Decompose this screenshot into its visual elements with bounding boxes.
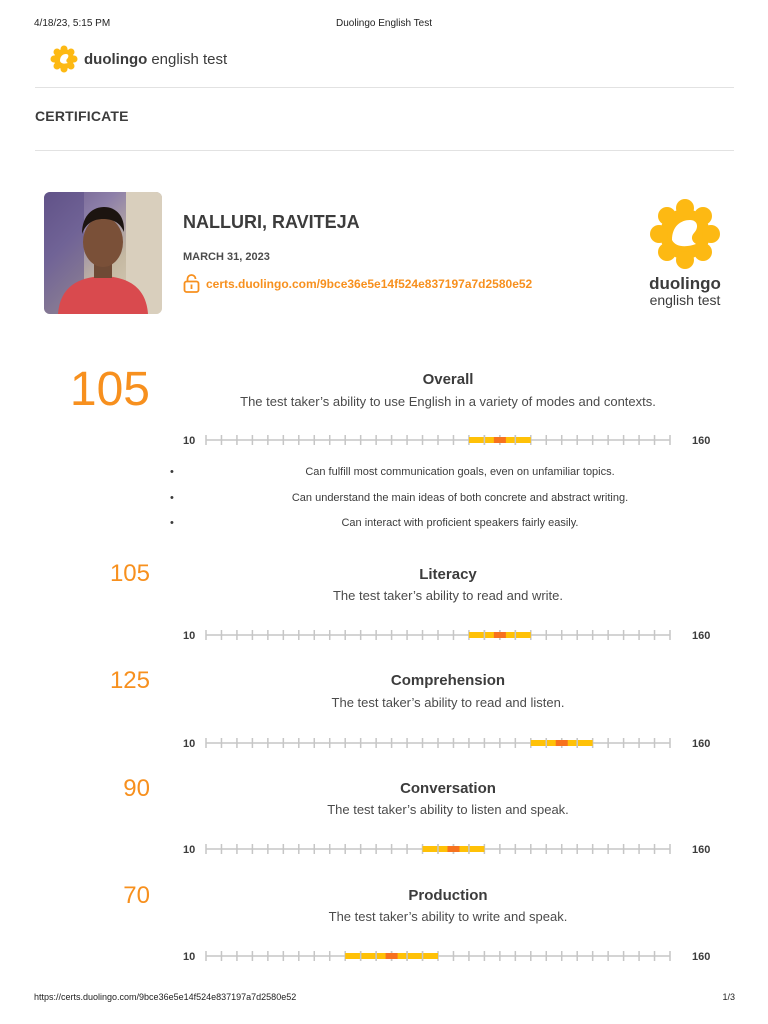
conversation-scale-max-label: 160 (692, 844, 711, 856)
comprehension-title: Comprehension (390, 672, 506, 689)
literacy-scale (180, 625, 725, 645)
literacy-scale-min-label: 10 (183, 630, 196, 642)
certificate-url[interactable]: certs.duolingo.com/9bce36e5e14f524e837197a7d2580e52 (206, 276, 533, 291)
badge-line-2: english test (649, 292, 721, 308)
duolingo-owl-icon (650, 198, 720, 270)
descriptor-item: • Can fulfill most communication goals, even on unfamiliar topics. (170, 466, 750, 492)
overall-score: 105 (69, 363, 150, 416)
avatar (44, 192, 162, 314)
print-url[interactable]: https://certs.duolingo.com/9bce36e5e14f524e837197a7d2580e52 (34, 992, 297, 1002)
conversation-scale-min-label: 10 (183, 844, 196, 856)
divider (35, 87, 734, 88)
conversation-title: Conversation (400, 780, 496, 797)
overall-descriptors (170, 466, 750, 543)
header-logo[interactable] (50, 45, 227, 73)
production-scale (180, 946, 725, 966)
overall-score-marker (494, 437, 506, 443)
duolingo-owl-icon (50, 45, 78, 73)
duolingo-badge (640, 198, 730, 308)
divider (35, 150, 734, 151)
overall-scale-min-label: 10 (183, 435, 196, 447)
literacy-score: 105 (109, 560, 150, 587)
literacy-description: The test taker’s ability to read and write. (332, 588, 564, 603)
logo-wordmark-light: english test (151, 50, 228, 68)
production-description: The test taker’s ability to write and speak. (328, 909, 568, 924)
conversation-scale (180, 839, 725, 859)
overall-title: Overall (422, 371, 474, 388)
print-datetime: 4/18/23, 5:15 PM (34, 18, 111, 29)
descriptor-item: • Can interact with proficient speakers fairly easily. (170, 517, 750, 543)
overall-scale (180, 430, 725, 450)
production-scale-min-label: 10 (183, 951, 196, 963)
lock-icon (183, 274, 200, 293)
overall-scale-max-label: 160 (692, 435, 711, 447)
comprehension-scale-max-label: 160 (692, 738, 711, 750)
candidate-photo (44, 192, 162, 314)
overall-description: The test taker’s ability to use English in a variety of modes and contexts. (240, 394, 656, 409)
literacy-score-marker (494, 632, 506, 638)
comprehension-scale (180, 733, 725, 753)
conversation-description: The test taker’s ability to listen and speak. (327, 802, 569, 817)
logo-wordmark-bold: duolingo (84, 50, 148, 68)
comprehension-score-marker (556, 740, 568, 746)
production-scale-max-label: 160 (692, 951, 711, 963)
conversation-score-marker (447, 846, 459, 852)
test-date: MARCH 31, 2023 (183, 251, 270, 263)
badge-line-1: duolingo (649, 274, 721, 293)
production-title: Production (408, 887, 488, 904)
literacy-scale-max-label: 160 (692, 630, 711, 642)
comprehension-scale-min-label: 10 (183, 738, 196, 750)
certificate-link[interactable] (183, 274, 532, 293)
production-score: 70 (123, 882, 150, 909)
comprehension-score: 125 (109, 667, 150, 694)
production-score-marker (386, 953, 398, 959)
conversation-score: 90 (123, 775, 150, 802)
descriptor-item: • Can understand the main ideas of both concrete and abstract writing. (170, 492, 750, 518)
candidate-name: NALLURI, RAVITEJA (183, 212, 360, 232)
print-doc-title: Duolingo English Test (336, 18, 432, 29)
print-page-number: 1/3 (722, 992, 735, 1002)
comprehension-description: The test taker’s ability to read and listen. (331, 695, 565, 710)
section-title: CERTIFICATE (35, 108, 129, 124)
literacy-title: Literacy (419, 566, 477, 583)
